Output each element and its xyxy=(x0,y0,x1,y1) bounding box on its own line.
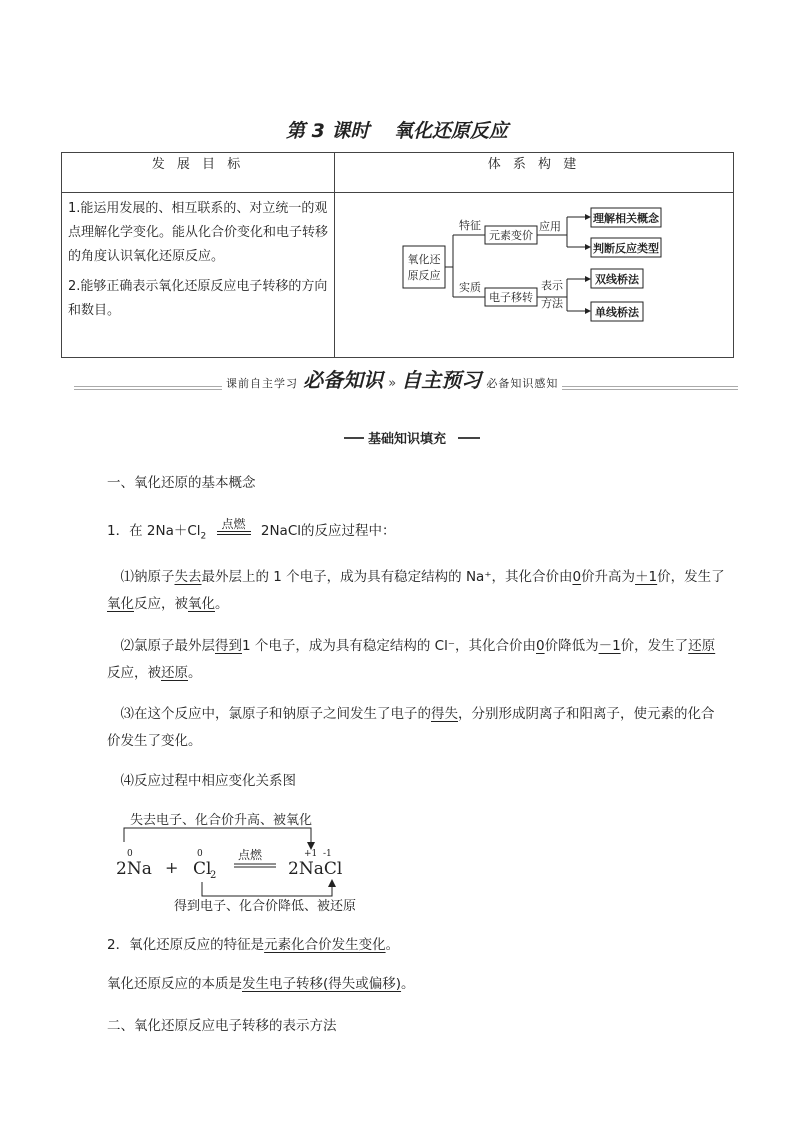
valence-na-product: +1 xyxy=(304,849,318,859)
page-title xyxy=(0,116,794,143)
reactant-na: 2Na xyxy=(116,859,152,879)
banner-right-text: 必备知识感知 xyxy=(486,377,559,390)
goal-cell xyxy=(62,193,335,358)
label-essence: 实质 xyxy=(459,281,481,294)
double-arrow-icon: » xyxy=(388,376,397,391)
goal-header: 发 展 目 标 xyxy=(62,153,335,193)
label-method-2: 方法 xyxy=(541,297,563,310)
structure-cell xyxy=(335,193,734,358)
label-method-1: 表示 xyxy=(541,279,563,292)
apply-label-1: 理解相关概念 xyxy=(593,212,659,225)
root-line-1: 氧化还 xyxy=(407,253,441,266)
label-apply: 应用 xyxy=(539,220,561,233)
label-feature: 特征 xyxy=(459,219,481,232)
valence-label: 元素变价 xyxy=(489,229,533,242)
goal-table xyxy=(61,152,734,358)
lesson-number: 第 3 课时 xyxy=(285,120,370,142)
heading-transfer-methods: 二、氧化还原反应电子转移的表示方法 xyxy=(107,1018,337,1034)
double-bridge-diagram xyxy=(110,806,370,918)
top-bridge-label: 失去电子、化合价升高、被氧化 xyxy=(130,813,313,828)
electron-label: 电子移转 xyxy=(489,291,533,304)
banner-title-2: 自主预习 xyxy=(401,368,482,392)
valence-cl: 0 xyxy=(197,849,203,859)
method-label-1: 双线桥法 xyxy=(595,273,639,286)
goal-item-1: 1.能运用发展的、相互联系的、对立统一的观点理解化学变化。能从化合价变化和电子转移的角度认识氧化还原反应。 xyxy=(68,201,329,264)
root-line-2: 原反应 xyxy=(407,269,441,282)
question-1: 1．在 $2Na+Cl_2$ 点燃 2NaCl的反应过程中： xyxy=(107,517,396,542)
reactant-cl-sub: 2 xyxy=(210,870,217,881)
product-nacl: 2NaCl xyxy=(288,859,343,879)
bottom-bridge-label: 得到电子、化合价降低、被还原 xyxy=(174,899,357,914)
valence-na: 0 xyxy=(127,849,133,859)
question-3: 氧化还原反应的本质是发生电子转移(得失或偏移)。 xyxy=(107,976,415,992)
paragraph-chlorine: ⑵氯原子最外层得到1 个电子，成为具有稳定结构的 Cl⁻，其化合价由0价降低为－1价，发生了还原反应，被还原。 xyxy=(107,638,716,681)
reaction-condition: 点燃 xyxy=(217,525,251,535)
bridge-condition: 点燃 xyxy=(238,848,263,862)
lesson-topic: 氧化还原反应 xyxy=(394,120,509,142)
banner-left-text: 课前自主学习 xyxy=(226,377,298,390)
structure-header: 体 系 构 建 xyxy=(335,153,734,193)
plus-sign: + xyxy=(165,858,179,877)
paragraph-diagram-caption: ⑷反应过程中相应变化关系图 xyxy=(120,773,296,789)
banner-title-1: 必备知识 xyxy=(303,368,384,392)
paragraph-sodium: ⑴钠原子失去最外层上的 1 个电子，成为具有稳定结构的 Na⁺，其化合价由0价升高为＋1价，发生了氧化反应，被氧化。 xyxy=(107,569,725,612)
method-label-2: 单线桥法 xyxy=(595,306,639,319)
paragraph-transfer: ⑶在这个反应中，氯原子和钠原子之间发生了电子的得失，分别形成阴离子和阳离子，使元素的化合价发生了变化。 xyxy=(107,706,715,749)
section-tag xyxy=(344,428,480,448)
question-2: 2．氧化还原反应的特征是元素化合价发生变化。 xyxy=(107,937,400,953)
section-tag-label: 基础知识填充 xyxy=(366,428,448,447)
section-banner xyxy=(74,364,738,390)
reactant-cl: Cl xyxy=(193,859,212,879)
concept-diagram xyxy=(335,193,733,357)
goal-item-2: 2.能够正确表示氧化还原反应电子转移的方向和数目。 xyxy=(68,279,328,318)
apply-label-2: 判断反应类型 xyxy=(593,242,659,255)
valence-cl-product: -1 xyxy=(323,849,332,859)
heading-basic-concepts: 一、氧化还原的基本概念 xyxy=(107,475,256,491)
